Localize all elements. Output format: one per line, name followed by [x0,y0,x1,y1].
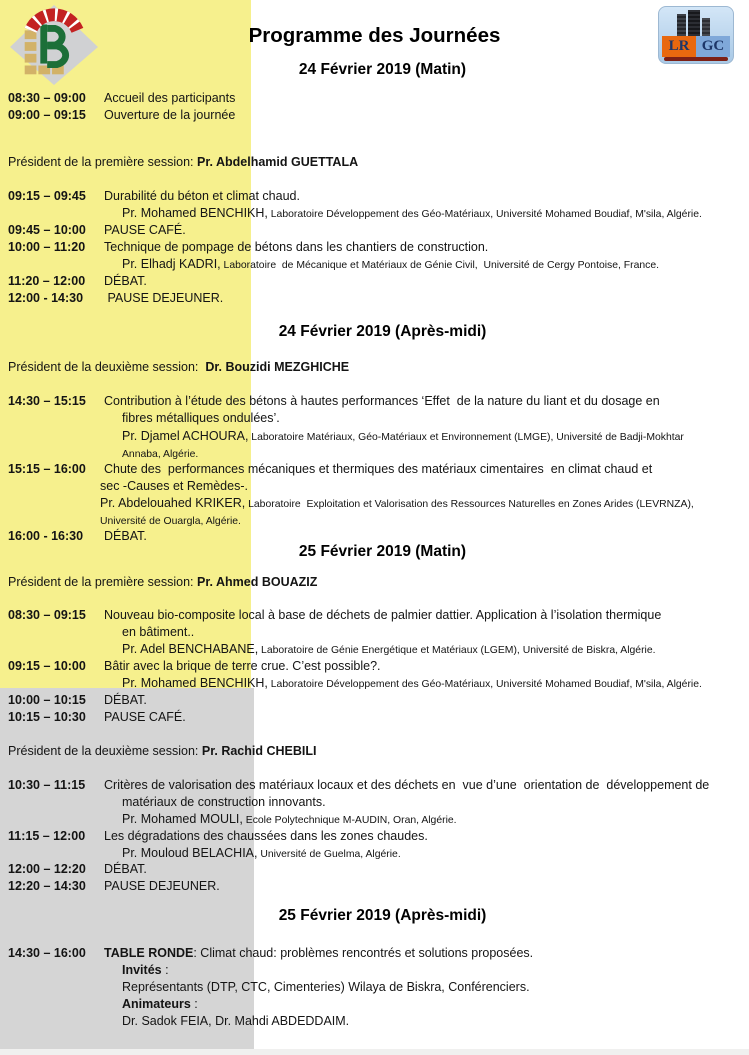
continuation-line [100,513,241,529]
schedule-row [8,862,147,876]
speaker-line [122,676,702,692]
speaker-name: Pr. Mohamed BENCHIKH, [122,206,268,220]
time-range: 15:15 – 16:00 [8,462,86,476]
row-text: matériaux de construction innovants. [122,795,326,809]
day-heading-25-apres-midi: 25 Février 2019 (Après-midi) [278,907,487,924]
time-range: 09:45 – 10:00 [8,223,86,237]
time-range: 11:20 – 12:00 [8,274,86,288]
schedule-row [8,710,186,724]
president-name: Pr. Ahmed BOUAZIZ [196,575,318,589]
schedule-row [8,240,488,254]
row-text: DÉBAT. [104,529,147,543]
schedule-row [8,91,235,105]
schedule-row [8,462,652,476]
speaker-line [122,257,659,273]
lrgc-gc-label: GC [696,36,730,57]
president-label: Président de la première session: [8,575,197,589]
speaker-name: Pr. Elhadj KADRI, [122,257,221,271]
schedule-row [8,778,709,792]
row-text-bold: TABLE RONDE [104,946,194,960]
row-text-bold: Animateurs [122,997,191,1011]
schedule-row [8,291,223,305]
time-range: 09:15 – 09:45 [8,189,86,203]
row-text: PAUSE DEJEUNER. [104,291,224,305]
page-title: Programme des Journées [248,24,501,47]
speaker-line [122,206,702,222]
schedule-row [8,659,381,673]
time-range: 12:20 – 14:30 [8,879,86,893]
row-text: en bâtiment.. [122,625,195,639]
speaker-affiliation: Laboratoire de Mécanique et Matériaux de Génie Civil, Université de Cergy Pontoise, France. [220,260,660,271]
speaker-affiliation: Université de Ouargla, Algérie. [100,516,241,527]
president-label: Président de la deuxième session: [8,744,202,758]
row-text: : [161,963,169,977]
speaker-affiliation: Ecole Polytechnique M-AUDIN, Oran, Algérie. [242,815,457,826]
continuation-line [122,625,194,639]
schedule-row [8,946,533,960]
row-text: Critères de valorisation des matériaux locaux et des déchets en vue d’une orientation de développement de [104,778,710,792]
day-heading-24-apres-midi: 24 Février 2019 (Après-midi) [278,323,487,340]
time-range: 12:00 – 12:20 [8,862,86,876]
speaker-line [122,642,656,658]
speaker-affiliation: Laboratoire Développement des Géo-Matériaux, Université Mohamed Boudiaf, M'sila, Algérie. [267,209,702,220]
speaker-line [122,429,684,445]
row-text: PAUSE CAFÉ. [104,710,186,724]
row-text: Accueil des participants [104,91,236,105]
row-text: DÉBAT. [104,693,147,707]
continuation-line [122,795,326,809]
row-text: Contribution à l’étude des bétons à hautes performances ‘Effet de la nature du liant et du dosage en [104,394,660,408]
speaker-name: Pr. Mohamed BENCHIKH, [122,676,268,690]
time-range: 11:15 – 12:00 [8,829,86,843]
speaker-name: Pr. Mouloud BELACHIA, [122,846,258,860]
speaker-name: Pr. Djamel ACHOURA, [122,429,249,443]
row-text: Bâtir avec la brique de terre crue. C’est possible?. [104,659,381,673]
row-text: PAUSE DEJEUNER. [104,879,220,893]
time-range: 10:00 – 11:20 [8,240,86,254]
row-text: DÉBAT. [104,862,147,876]
president-name: Pr. Abdelhamid GUETTALA [196,155,359,169]
speaker-name: Pr. Abdelouahed KRIKER, [100,496,246,510]
row-text: Ouverture de la journée [104,108,236,122]
continuation-line [122,1014,349,1028]
continuation-line [122,411,280,425]
time-range: 14:30 – 16:00 [8,946,86,960]
speaker-affiliation: Laboratoire Exploitation et Valorisation des Ressources Naturelles en Zones Arides (LEVRNZA), [245,499,694,510]
time-range: 10:15 – 10:30 [8,710,86,724]
schedule-row [8,829,428,843]
time-range: 08:30 – 09:15 [8,608,86,622]
schedule-row [8,529,147,543]
row-text: : [190,997,198,1011]
row-text-bold: Invités [122,963,162,977]
speaker-name: Pr. Adel BENCHABANE, [122,642,259,656]
speaker-affiliation: Laboratoire Matériaux, Géo-Matériaux et Environnement (LMGE), Université de Badji-Mokhtar [248,432,684,443]
schedule-row [8,608,661,622]
speaker-line [122,846,401,862]
continuation-line [122,980,530,994]
lrgc-lr-label: LR [662,36,696,57]
schedule-row [8,274,147,288]
row-text: fibres métalliques ondulées’. [122,411,280,425]
time-range: 10:30 – 11:15 [8,778,86,792]
session-president [8,360,349,374]
president-name: Dr. Bouzidi MEZGHICHE [205,360,350,374]
speaker-line [122,812,457,828]
speaker-name: Pr. Mohamed MOULI, [122,812,243,826]
row-text: Nouveau bio-composite local à base de déchets de palmier dattier. Application à l’isolation thermique [104,608,662,622]
session-president [8,744,316,758]
time-range: 10:00 – 10:15 [8,693,86,707]
continuation-line [122,997,198,1011]
schedule-row [8,189,300,203]
row-text: Chute des performances mécaniques et thermiques des matériaux cimentaires en climat chaud et [104,462,653,476]
row-text: PAUSE CAFÉ. [104,223,186,237]
time-range: 12:00 - 14:30 [8,291,84,305]
day-heading-25-matin: 25 Février 2019 (Matin) [298,543,467,560]
session-president [8,575,317,589]
row-text: Durabilité du béton et climat chaud. [104,189,300,203]
president-label: Président de la deuxième session: [8,360,206,374]
schedule-row [8,693,147,707]
row-text: Dr. Sadok FEIA, Dr. Mahdi ABDEDDAIM. [122,1014,350,1028]
president-label: Président de la première session: [8,155,197,169]
row-text: Les dégradations des chaussées dans les zones chaudes. [104,829,428,843]
speaker-affiliation: Université de Guelma, Algérie. [257,849,401,860]
time-range: 09:15 – 10:00 [8,659,86,673]
speaker-affiliation: Laboratoire de Génie Energétique et Matériaux (LGEM), Université de Biskra, Algérie. [258,645,656,656]
schedule-row [8,108,235,122]
schedule-row [8,879,220,893]
speaker-affiliation: Annaba, Algérie. [122,449,199,460]
continuation-line [100,479,248,493]
row-text: DÉBAT. [104,274,147,288]
schedule-row [8,223,186,237]
continuation-line [122,446,198,462]
continuation-line [122,963,169,977]
session-president [8,155,358,169]
speaker-affiliation: Laboratoire Développement des Géo-Matériaux, Université Mohamed Boudiaf, M'sila, Algérie. [267,679,702,690]
page-bottom-shadow [0,1049,749,1055]
time-range: 08:30 – 09:00 [8,91,86,105]
time-range: 16:00 - 16:30 [8,529,84,543]
time-range: 09:00 – 09:15 [8,108,86,122]
president-name: Pr. Rachid CHEBILI [201,744,317,758]
speaker-line [100,496,694,512]
day-heading-24-matin: 24 Février 2019 (Matin) [298,61,467,78]
row-text: Technique de pompage de bétons dans les chantiers de construction. [104,240,489,254]
row-text: sec -Causes et Remèdes-. [100,479,248,493]
time-range: 14:30 – 15:15 [8,394,86,408]
row-text: Représentants (DTP, CTC, Cimenteries) Wilaya de Biskra, Conférenciers. [122,980,530,994]
schedule-row [8,394,660,408]
row-text: : Climat chaud: problèmes rencontrés et solutions proposées. [193,946,534,960]
